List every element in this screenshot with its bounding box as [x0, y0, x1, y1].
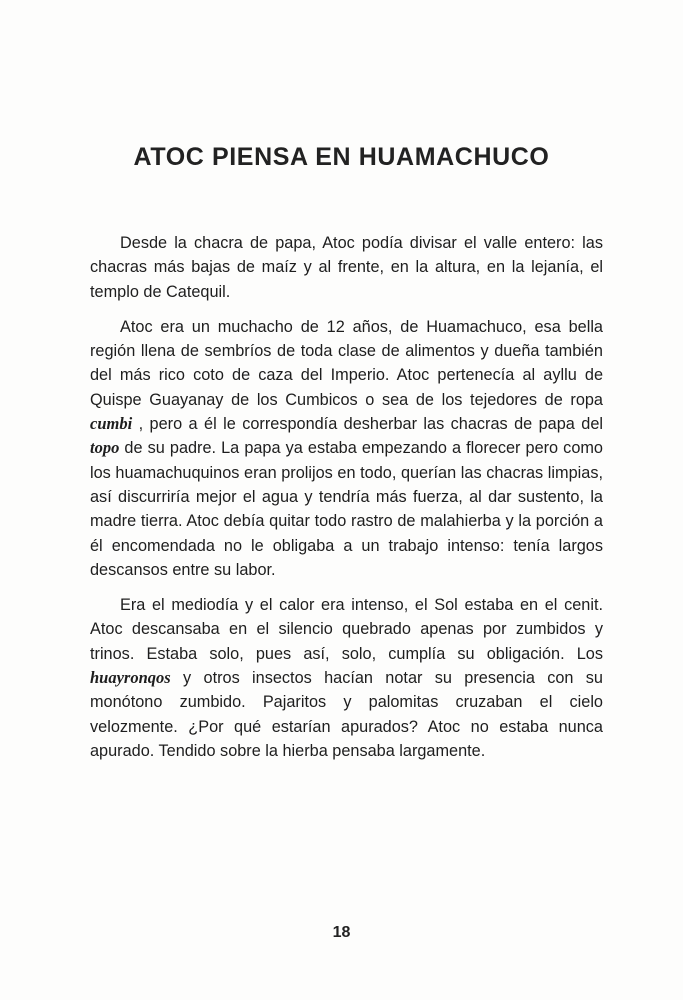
- italic-term-cumbi: cumbi: [90, 414, 133, 434]
- body-text: [90, 231, 603, 763]
- chapter-title: ATOC PIENSA EN HUAMACHUCO: [133, 143, 550, 171]
- page-number: 18: [332, 924, 351, 941]
- text-segment: Atoc era un muchacho de 12 años, de Huamachuco, esa bella región llena de sembríos de toda clase de alimentos y dueña también del más rico coto de caza del Imperio. Atoc pertenecía al ayllu de Quispe Guayanay de los Cumbicos o sea de los tejedores de ropa: [90, 317, 603, 409]
- text-segment: Desde la chacra de papa, Atoc podía divisar el valle entero: las chacras más bajas de maíz y al frente, en la altura, en la lejanía, el templo de Catequil.: [90, 234, 603, 301]
- paragraph-1: [90, 231, 603, 304]
- text-segment: y otros insectos hacían notar su presencia con su monótono zumbido. Pajaritos y palomitas cruzaban el cielo velozmente. ¿Por qué estarían apurados? Atoc no estaba nunca apurado. Tendido sobre la hierba pensaba largamente.: [90, 669, 603, 760]
- text-segment: , pero a él le correspondía desherbar las chacras de papa del: [132, 415, 603, 434]
- italic-term-topo: topo: [90, 438, 120, 458]
- text-segment: de su padre. La papa ya estaba empezando a florecer pero como los huamachuquinos eran prolijos en todo, querían las chacras limpias, así discurriría mejor el agua y tendría más fuerza, al dar sustento, la madre tierra. Atoc debía quitar todo rastro de malahierba y la porción a él encomendada no le obligaba a un trabajo intenso: tenía largos descansos entre su labor.: [90, 439, 603, 579]
- paragraph-2: [90, 315, 603, 582]
- text-segment: Era el mediodía y el calor era intenso, el Sol estaba en el cenit. Atoc descansaba en el silencio quebrado apenas por zumbidos y trinos. Estaba solo, pues así, solo, cumplía su obligación. Los: [90, 596, 603, 663]
- paragraph-3: [90, 593, 603, 763]
- italic-term-huayronqos: huayronqos: [90, 668, 171, 688]
